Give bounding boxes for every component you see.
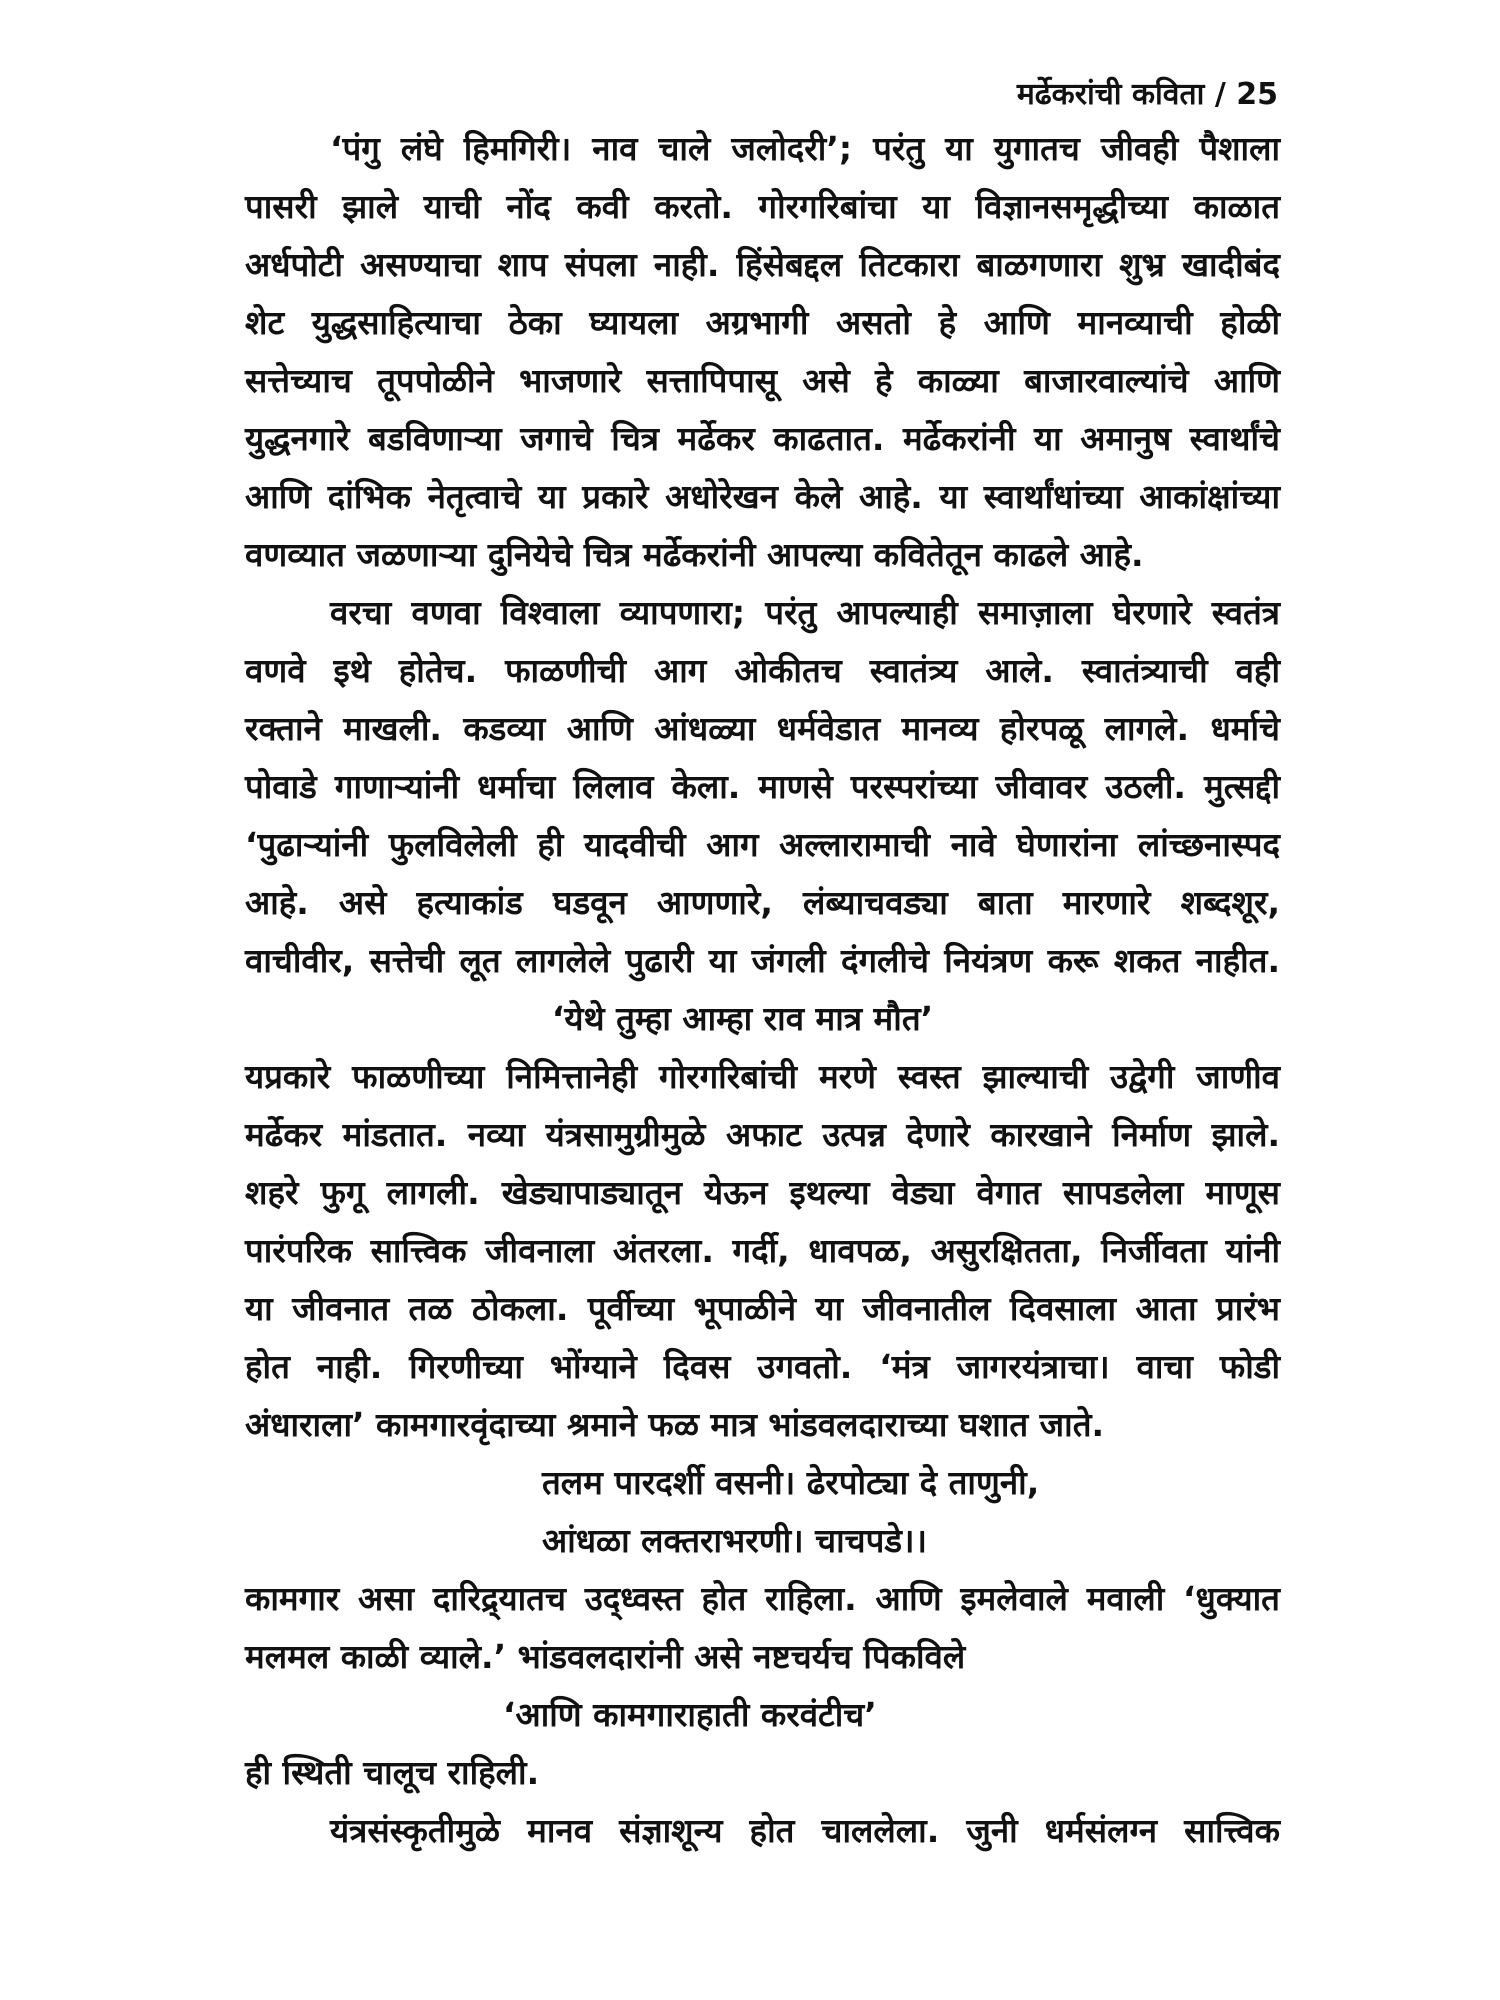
text-line: ‘पुढाऱ्यांनी फुलविलेली ही यादवीची आग अल्लारामाची नावे घेणारांना लांच्छनास्पद — [245, 825, 1280, 864]
text-line: शहरे फुगू लागली. खेड्यापाड्यातून येऊन इथल्या वेड्या वेगात सापडलेला माणूस — [245, 1173, 1280, 1212]
text-line: वरचा वणवा विश्वाला व्यापणारा; परंतु आपल्याही समाज़ाला घेरणारे स्वतंत्र — [330, 593, 1280, 632]
running-header — [1017, 72, 1278, 113]
text-line: ‘पंगु लंघे हिमगिरी। नाव चाले जलोदरी’; परंतु या युगातच जीवही पैशाला — [330, 129, 1280, 168]
quoted-verse: ‘येथे तुम्हा आम्हा राव मात्र मौत’ — [551, 999, 934, 1038]
text-line: पोवाडे गाणाऱ्यांनी धर्माचा लिलाव केला. माणसे परस्परांच्या जीवावर उठली. मुत्सद्दी — [245, 767, 1280, 806]
text-line: यप्रकारे फाळणीच्या निमित्तानेही गोरगरिबांची मरणे स्वस्त झाल्याची उद्वेगी जाणीव — [245, 1057, 1280, 1096]
text-line: अंधाराला’ कामगारवृंदाच्या श्रमाने फळ मात्र भांडवलदाराच्या घशात जाते. — [245, 1405, 1105, 1444]
text-line: कामगार असा दारिद्र्यातच उद्ध्वस्त होत राहिला. आणि इमलेवाले मवाली ‘धुक्यात — [245, 1579, 1280, 1618]
header-separator: / — [1214, 77, 1226, 112]
text-line: वणवे इथे होतेच. फाळणीची आग ओकीतच स्वातंत्र्य आले. स्वातंत्र्याची वही — [245, 651, 1280, 690]
text-line: होत नाही. गिरणीच्या भोंग्याने दिवस उगवतो. ‘मंत्र जागरयंत्राचा। वाचा फोडी — [245, 1347, 1280, 1386]
page-number: 25 — [1236, 77, 1278, 112]
text-line: वणव्यात जळणाऱ्या दुनियेचे चित्र मर्ढेकरांनी आपल्या कवितेतून काढले आहे. — [245, 535, 1144, 574]
text-line: शेट युद्धसाहित्याचा ठेका घ्यायला अग्रभागी असतो हे आणि मानव्याची होळी — [245, 303, 1280, 342]
page-body — [245, 120, 1280, 1860]
text-line: पारंपरिक सात्त्विक जीवनाला अंतरला. गर्दी, धावपळ, असुरक्षितता, निर्जीवता यांनी — [245, 1231, 1280, 1270]
text-line: आणि दांभिक नेतृत्वाचे या प्रकारे अधोरेखन केले आहे. या स्वार्थांधांच्या आकांक्षांच्या — [245, 477, 1280, 516]
text-line: ही स्थिती चालूच राहिली. — [245, 1753, 540, 1792]
verse-line: तलम पारदर्शी वसनी। ढेरपोट्या दे ताणुनी, — [542, 1463, 1040, 1502]
text-line: रक्ताने माखली. कडव्या आणि आंधळ्या धर्मवेडात मानव्य होरपळू लागले. धर्माचे — [245, 709, 1280, 748]
quoted-verse: ‘आणि कामगाराहाती करवंटीच’ — [503, 1695, 877, 1734]
text-line: यंत्रसंस्कृतीमुळे मानव संज्ञाशून्य होत चाललेला. जुनी धर्मसंलग्न सात्त्विक — [330, 1811, 1280, 1850]
text-line: मलमल काळी व्याले.’ भांडवलदारांनी असे नष्टचर्यच पिकविले — [245, 1637, 966, 1676]
book-title: मर्ढेकरांची कविता — [1016, 77, 1205, 112]
text-line: सत्तेच्याच तूपपोळीने भाजणारे सत्तापिपासू असे हे काळ्या बाजारवाल्यांचे आणि — [245, 361, 1280, 400]
text-line: युद्धनगारे बडविणाऱ्या जगाचे चित्र मर्ढेकर काढतात. मर्ढेकरांनी या अमानुष स्वार्थांचे — [245, 419, 1280, 458]
text-line: मर्ढेकर मांडतात. नव्या यंत्रसामुग्रीमुळे अफाट उत्पन्न देणारे कारखाने निर्माण झाले. — [245, 1115, 1280, 1154]
text-line: या जीवनात तळ ठोकला. पूर्वीच्या भूपाळीने या जीवनातील दिवसाला आता प्रारंभ — [245, 1289, 1280, 1328]
text-line: आहे. असे हत्याकांड घडवून आणणारे, लंब्याचवड्या बाता मारणारे शब्दशूर, — [245, 883, 1280, 922]
text-line: पासरी झाले याची नोंद कवी करतो. गोरगरिबांचा या विज्ञानसमृद्धीच्या काळात — [245, 187, 1280, 226]
text-line: वाचीवीर, सत्तेची लूत लागलेले पुढारी या जंगली दंगलीचे नियंत्रण करू शकत नाहीत. — [245, 941, 1280, 980]
verse-line: आंधळा लक्तराभरणी। चाचपडे।। — [542, 1521, 928, 1560]
text-line: अर्धपोटी असण्याचा शाप संपला नाही. हिंसेबद्दल तिटकारा बाळगणारा शुभ्र खादीबंद — [245, 245, 1280, 284]
